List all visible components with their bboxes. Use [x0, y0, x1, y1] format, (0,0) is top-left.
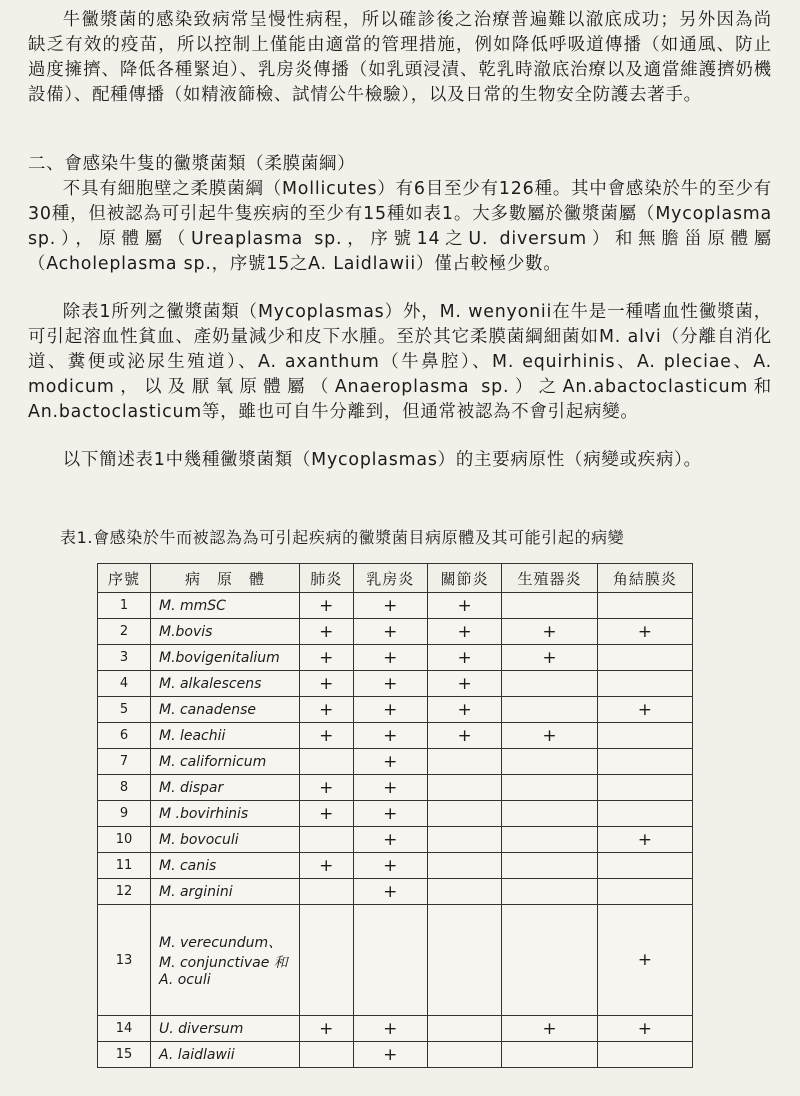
lesion-mark [502, 1042, 597, 1068]
lesion-mark [427, 879, 501, 905]
lesion-mark: + [353, 879, 427, 905]
lesion-mark [502, 879, 597, 905]
table-row [98, 775, 693, 801]
lesion-mark: + [353, 1042, 427, 1068]
lesion-mark: + [597, 697, 692, 723]
table-row [98, 853, 693, 879]
lesion-mark: + [300, 801, 354, 827]
lesion-mark [427, 749, 501, 775]
lesion-mark: + [597, 1016, 692, 1042]
lesion-mark: + [353, 749, 427, 775]
table-row [98, 1016, 693, 1042]
paragraph-other-mycoplasmas: 除表1所列之黴漿菌類（Mycoplasmas）外，M. wenyonii在牛是一種嗜血性黴漿菌，可引起溶血性貧血、產奶量減少和皮下水腫。至於其它柔膜菌綱細菌如M. alvi（分離自消化道、糞便或泌尿生殖道）、A. axanthum（牛鼻腔）、M. equirhinis、A. pleciae、A. modicum，以及厭氧原體屬（Anaeroplasma sp.）之An.abactoclasticum和An.bactoclasticum等，雖也可自牛分離到，但通常被認為不會引起病變。 [28, 302, 772, 422]
lesion-mark: + [353, 853, 427, 879]
row-number: 1 [98, 593, 151, 619]
lesion-mark: + [300, 645, 354, 671]
lesion-mark [597, 593, 692, 619]
row-number: 8 [98, 775, 151, 801]
lesion-mark [427, 775, 501, 801]
table-row [98, 697, 693, 723]
lesion-mark [597, 1042, 692, 1068]
lesion-mark [427, 1016, 501, 1042]
row-number: 3 [98, 645, 151, 671]
lesion-mark: + [353, 723, 427, 749]
paragraph-management: 牛黴漿菌的感染致病常呈慢性病程，所以確診後之治療普遍難以澈底成功；另外因為尚缺乏有效的疫苗，所以控制上僅能由適當的管理措施，例如降低呼吸道傳播（如通風、防止過度擁擠、降低各種緊迫）、乳房炎傳播（如乳頭浸漬、乾乳時澈底治療以及適當維護擠奶機設備）、配種傳播（如精液篩檢、試情公牛檢驗），以及日常的生物安全防護去著手。 [28, 10, 772, 105]
lesion-mark: + [353, 775, 427, 801]
pathogen-name: M. arginini [151, 879, 300, 905]
table-row [98, 593, 693, 619]
table-header-row [98, 564, 693, 593]
lesion-mark [597, 749, 692, 775]
lesion-mark [300, 749, 354, 775]
lesion-mark: + [300, 775, 354, 801]
lesion-mark [502, 827, 597, 853]
pathogen-name: M. californicum [151, 749, 300, 775]
lesion-mark: + [427, 593, 501, 619]
lesion-mark: + [353, 671, 427, 697]
lesion-mark [427, 905, 501, 1016]
lesion-mark [427, 801, 501, 827]
lesion-mark: + [300, 671, 354, 697]
pathogen-name: M. canadense [151, 697, 300, 723]
table-row [98, 749, 693, 775]
pathogen-name: M. leachii [151, 723, 300, 749]
lesion-mark [597, 671, 692, 697]
lesion-mark: + [353, 593, 427, 619]
table-row [98, 879, 693, 905]
table-row [98, 827, 693, 853]
row-number: 6 [98, 723, 151, 749]
row-number: 15 [98, 1042, 151, 1068]
lesion-mark: + [353, 1016, 427, 1042]
lesion-mark: + [502, 645, 597, 671]
row-number: 7 [98, 749, 151, 775]
pathogen-name: M. dispar [151, 775, 300, 801]
lesion-mark: + [300, 619, 354, 645]
lesion-mark [597, 723, 692, 749]
pathogen-name: M. mmSC [151, 593, 300, 619]
lesion-mark: + [502, 619, 597, 645]
header-mastitis: 乳房炎 [353, 564, 427, 593]
lesion-mark: + [427, 671, 501, 697]
table-row [98, 1042, 693, 1068]
lesion-mark: + [502, 1016, 597, 1042]
row-number: 4 [98, 671, 151, 697]
header-pneumonia: 肺炎 [300, 564, 354, 593]
lesion-mark [502, 775, 597, 801]
row-number: 2 [98, 619, 151, 645]
lesion-mark [300, 827, 354, 853]
table-row [98, 801, 693, 827]
lesion-mark: + [300, 723, 354, 749]
paragraph-intro-table: 以下簡述表1中幾種黴漿菌類（Mycoplasmas）的主要病原性（病變或疾病）。 [62, 450, 702, 470]
lesion-mark: + [353, 827, 427, 853]
pathogen-table [97, 563, 693, 1068]
table-row [98, 645, 693, 671]
header-pathogen: 病 原 體 [151, 564, 300, 593]
row-number: 13 [98, 905, 151, 1016]
lesion-mark [597, 775, 692, 801]
lesion-mark: + [427, 723, 501, 749]
lesion-mark: + [353, 697, 427, 723]
pathogen-name: M .bovirhinis [151, 801, 300, 827]
lesion-mark: + [353, 619, 427, 645]
lesion-mark [597, 853, 692, 879]
table-row [98, 671, 693, 697]
row-number: 14 [98, 1016, 151, 1042]
pathogen-name: M. canis [151, 853, 300, 879]
table-row [98, 905, 693, 1016]
pathogen-name: M.bovis [151, 619, 300, 645]
row-number: 5 [98, 697, 151, 723]
header-genital: 生殖器炎 [502, 564, 597, 593]
lesion-mark: + [300, 697, 354, 723]
lesion-mark: + [427, 697, 501, 723]
lesion-mark [427, 827, 501, 853]
pathogen-name: A. laidlawii [151, 1042, 300, 1068]
lesion-mark [502, 593, 597, 619]
lesion-mark: + [597, 619, 692, 645]
lesion-mark [353, 905, 427, 1016]
lesion-mark [502, 801, 597, 827]
lesion-mark [502, 749, 597, 775]
pathogen-name: M. bovoculi [151, 827, 300, 853]
table-row [98, 723, 693, 749]
lesion-mark [502, 697, 597, 723]
lesion-mark [300, 1042, 354, 1068]
paragraph-mollicutes: 不具有細胞壁之柔膜菌綱（Mollicutes）有6目至少有126種。其中會感染於牛的至少有30種，但被認為可引起牛隻疾病的至少有15種如表1。大多數屬於黴漿菌屬（Mycoplasma sp.），原體屬（Ureaplasma sp.，序號14之U. diversum）和無膽甾原體屬（Acholeplasma sp.，序號15之A. Laidlawii）僅占較極少數。 [28, 179, 772, 274]
lesion-mark: + [353, 645, 427, 671]
lesion-mark [300, 905, 354, 1016]
lesion-mark: + [597, 827, 692, 853]
header-arthritis: 關節炎 [427, 564, 501, 593]
lesion-mark: + [353, 801, 427, 827]
lesion-mark: + [427, 619, 501, 645]
lesion-mark: + [300, 1016, 354, 1042]
row-number: 9 [98, 801, 151, 827]
lesion-mark [300, 879, 354, 905]
lesion-mark: + [427, 645, 501, 671]
row-number: 11 [98, 853, 151, 879]
lesion-mark [597, 879, 692, 905]
lesion-mark: + [502, 723, 597, 749]
row-number: 12 [98, 879, 151, 905]
lesion-mark: + [597, 905, 692, 1016]
header-keratoconjunctivitis: 角結膜炎 [597, 564, 692, 593]
lesion-mark [502, 853, 597, 879]
pathogen-name: M. alkalescens [151, 671, 300, 697]
pathogen-name: M. verecundum、M. conjunctivae 和 A. oculi [151, 905, 300, 1016]
pathogen-name: M.bovigenitalium [151, 645, 300, 671]
lesion-mark [427, 1042, 501, 1068]
lesion-mark [502, 905, 597, 1016]
lesion-mark [427, 853, 501, 879]
row-number: 10 [98, 827, 151, 853]
lesion-mark [597, 801, 692, 827]
lesion-mark: + [300, 593, 354, 619]
lesion-mark [502, 671, 597, 697]
table-row [98, 619, 693, 645]
table-caption: 表1.會感染於牛而被認為為可引起疾病的黴漿菌目病原體及其可能引起的病變 [60, 528, 625, 547]
lesion-mark [597, 645, 692, 671]
lesion-mark: + [300, 853, 354, 879]
section-heading: 二、會感染牛隻的黴漿菌類（柔膜菌綱） [28, 154, 356, 174]
header-no: 序號 [98, 564, 151, 593]
pathogen-name: U. diversum [151, 1016, 300, 1042]
